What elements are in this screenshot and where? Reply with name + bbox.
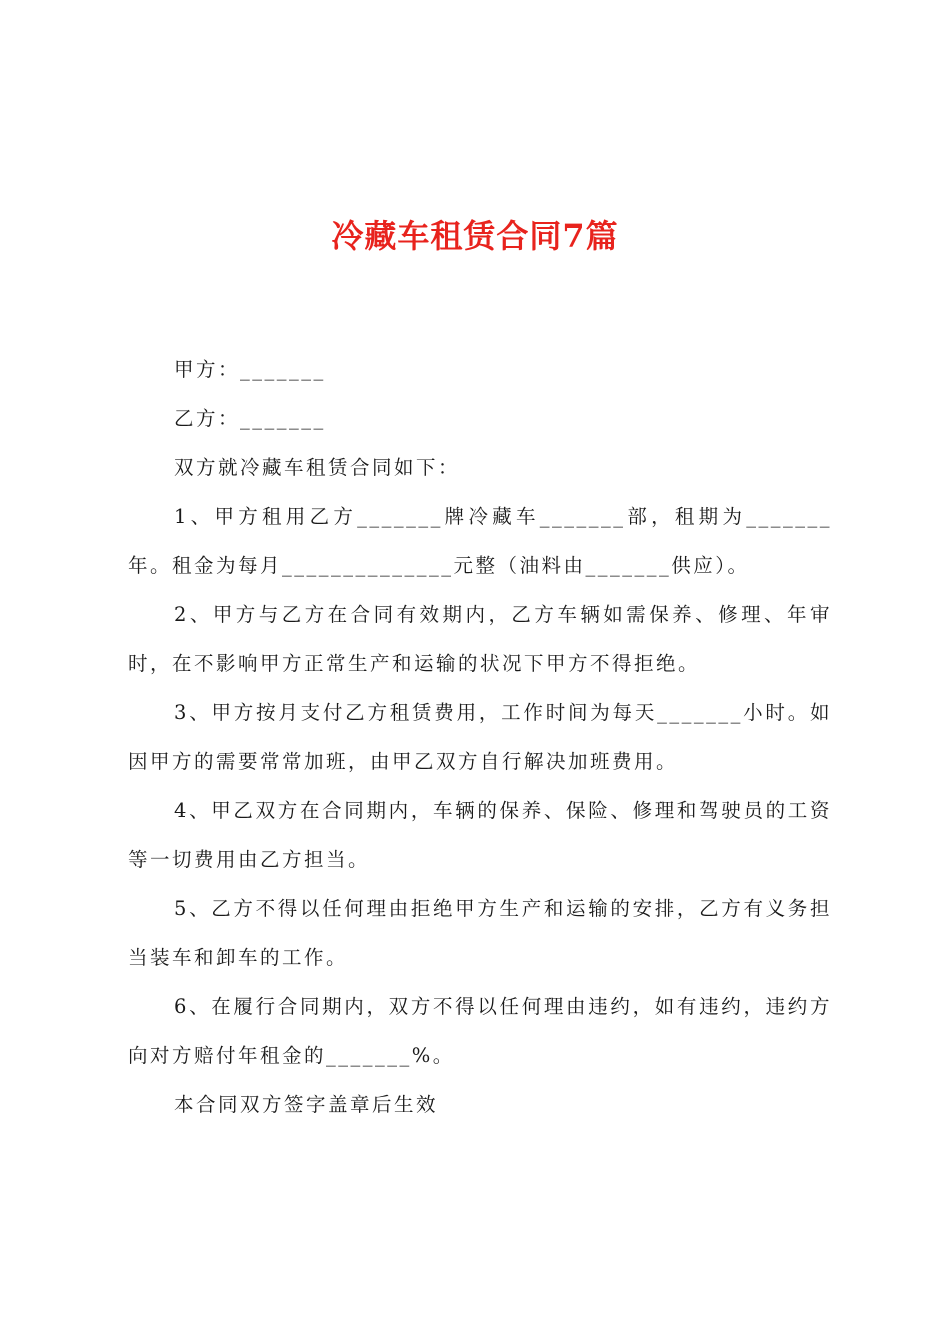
- clause-5: 5、乙方不得以任何理由拒绝甲方生产和运输的安排，乙方有义务担当装车和卸车的工作。: [128, 897, 832, 969]
- document-body: [128, 345, 832, 1129]
- party-a-line: 甲方：_______: [174, 358, 326, 381]
- document-title: 冷藏车租赁合同7篇: [331, 217, 619, 255]
- party-b-line: 乙方：_______: [174, 407, 326, 430]
- clause-1: 1、甲方租用乙方_______牌冷藏车_______部，租期为_______年。租金为每月______________元整（油料由_______供应）。: [128, 505, 832, 577]
- clause-3: 3、甲方按月支付乙方租赁费用，工作时间为每天_______小时。如因甲方的需要常常加班，由甲乙双方自行解决加班费用。: [128, 701, 832, 773]
- closing-line: 本合同双方签字盖章后生效: [174, 1093, 439, 1116]
- intro-paragraph: 双方就冷藏车租赁合同如下：: [174, 456, 461, 479]
- clause-6: 6、在履行合同期内，双方不得以任何理由违约，如有违约，违约方向对方赔付年租金的_______%。: [128, 995, 832, 1067]
- clause-2: 2、甲方与乙方在合同有效期内，乙方车辆如需保养、修理、年审时，在不影响甲方正常生产和运输的状况下甲方不得拒绝。: [128, 603, 832, 675]
- clause-4: 4、甲乙双方在合同期内，车辆的保养、保险、修理和驾驶员的工资等一切费用由乙方担当。: [128, 799, 832, 871]
